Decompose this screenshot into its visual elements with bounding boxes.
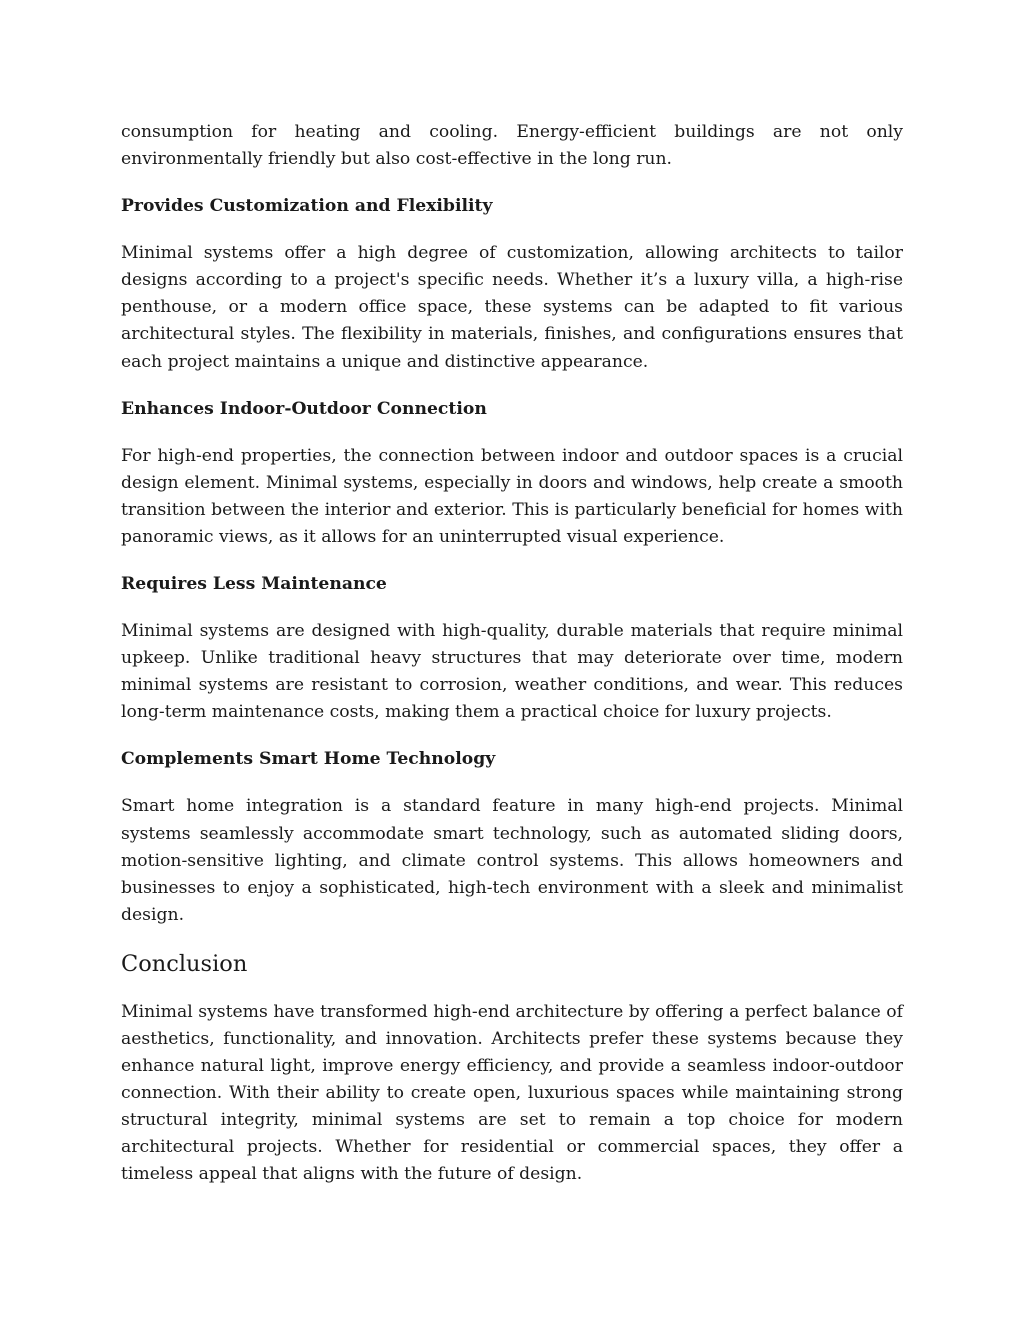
section-body-customization: Minimal systems offer a high degree of customization, allowing architects to tailor designs according to a project's specific needs. Whether it’s a luxury villa, a high-rise penthouse, or a modern office space, these systems can be adapted to fit various architectural styles. The flexibility in materials, finishes, and configurations ensures that each project maintains a unique and distinctive appearance. bbox=[121, 243, 903, 372]
conclusion-heading: Conclusion bbox=[121, 950, 248, 977]
section-body-maintenance: Minimal systems are designed with high-quality, durable materials that require minimal upkeep. Unlike traditional heavy structures that may deteriorate over time, modern minimal systems are resistant to corrosion, weather conditions, and wear. This reduces long-term maintenance costs, making them a practical choice for luxury projects. bbox=[121, 621, 903, 723]
document-page bbox=[121, 119, 903, 1189]
intro-paragraph: consumption for heating and cooling. Energy-efficient buildings are not only environmentally friendly but also cost-effective in the long run. bbox=[121, 122, 903, 170]
conclusion-body: Minimal systems have transformed high-end architecture by offering a perfect balance of aesthetics, functionality, and innovation. Architects prefer these systems because they enhance natural light, improve energy efficiency, and provide a seamless indoor-outdoor connection. With their ability to create open, luxurious spaces while maintaining strong structural integrity, minimal systems are set to remain a top choice for modern architectural projects. Whether for residential or commercial spaces, they offer a timeless appeal that aligns with the future of design. bbox=[121, 1001, 903, 1185]
section-body-smart-home: Smart home integration is a standard feature in many high-end projects. Minimal systems seamlessly accommodate smart technology, such as automated sliding doors, motion-sensitive lighting, and climate control systems. This allows homeowners and businesses to enjoy a sophisticated, high-tech environment with a sleek and minimalist design. bbox=[121, 796, 903, 925]
section-body-indoor-outdoor: For high-end properties, the connection between indoor and outdoor spaces is a crucial design element. Minimal systems, especially in doors and windows, help create a smooth transition between the interior and exterior. This is particularly beneficial for homes with panoramic views, as it allows for an uninterrupted visual experience. bbox=[121, 445, 903, 547]
section-heading-customization: Provides Customization and Flexibility bbox=[121, 196, 493, 217]
section-heading-maintenance: Requires Less Maintenance bbox=[121, 574, 387, 595]
section-heading-indoor-outdoor: Enhances Indoor-Outdoor Connection bbox=[121, 398, 487, 419]
section-heading-smart-home: Complements Smart Home Technology bbox=[121, 749, 496, 770]
